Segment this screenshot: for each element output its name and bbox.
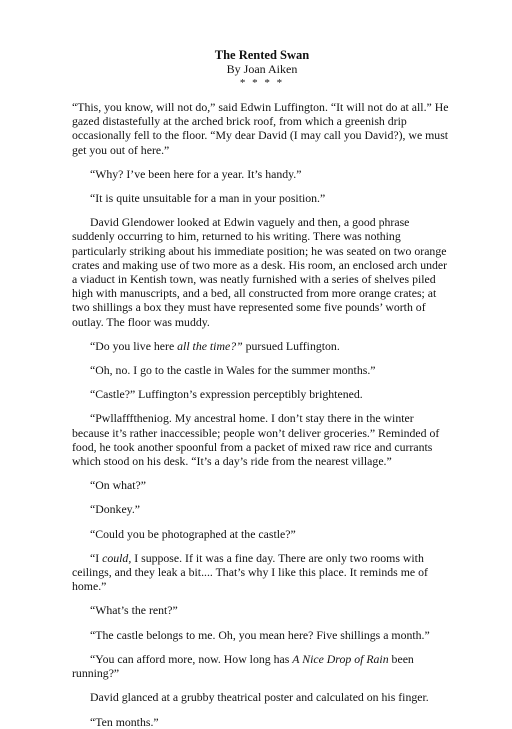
paragraph-p14	[72, 628, 452, 642]
paragraph-p10	[72, 502, 452, 516]
story-body	[72, 100, 452, 729]
paragraph-p11	[72, 527, 452, 541]
italic-text-segment: could,	[102, 550, 132, 565]
text-segment: “The castle belongs to me. Oh, you mean here? Five shillings a month.”	[90, 627, 430, 642]
text-segment: “I	[90, 550, 103, 565]
text-segment: “You can afford more, now. How long has	[90, 651, 293, 666]
story-author: By Joan Aiken	[226, 62, 298, 76]
text-segment: I suppose. If it was a fine day. There are only two rooms with ceilings, and they leak a bit.... That’s why I like this place. It reminds me of home.”	[72, 550, 428, 594]
paragraph-p12	[72, 551, 452, 594]
story-header	[72, 48, 452, 90]
text-segment: “This, you know, will not do,” said Edwin Luffington. “It will not do at all.” He gazed distastefully at the arched brick roof, from which a greenish drip occasionally fell to the floor. “My dear David (I may call you David?), we must get you out of here.”	[72, 100, 449, 157]
italic-text-segment: all the time?”	[177, 338, 243, 353]
paragraph-p1	[72, 100, 452, 157]
text-segment: “It is quite unsuitable for a man in your position.”	[90, 191, 326, 206]
text-segment: “Ten months.”	[90, 714, 159, 729]
paragraph-p2	[72, 167, 452, 181]
text-segment: “What’s the rent?”	[90, 603, 178, 618]
section-separator: * * * *	[239, 77, 285, 89]
paragraph-p13	[72, 603, 452, 617]
text-segment: “Do you live here	[90, 338, 178, 353]
paragraph-p5	[72, 339, 452, 353]
text-segment: pursued Luffington.	[242, 338, 340, 353]
text-segment: “Castle?” Luffington’s expression perceptibly brightened.	[90, 387, 363, 402]
text-segment: “Why? I’ve been here for a year. It’s handy.”	[90, 166, 302, 181]
italic-text-segment: A Nice Drop of Rain	[292, 651, 389, 666]
paragraph-p8	[72, 411, 452, 468]
text-segment: “Pwllaffftheniog. My ancestral home. I don’t stay there in the winter because it’s rather inaccessible; people won’t deliver groceries.” Reminded of food, he took another spoonful from a packet of mixed raw rice and currants which stood on his desk. “It’s a day’s ride from the nearest village.”	[72, 411, 440, 469]
paragraph-p6	[72, 363, 452, 377]
text-segment: “Oh, no. I go to the castle in Wales for the summer months.”	[90, 363, 376, 378]
paragraph-p9	[72, 478, 452, 492]
text-segment: David glanced at a grubby theatrical poster and calculated on his finger.	[90, 690, 429, 705]
paragraph-p7	[72, 387, 452, 401]
story-title: The Rented Swan	[214, 48, 310, 62]
text-segment: “Could you be photographed at the castle?”	[90, 526, 296, 541]
paragraph-p16	[72, 690, 452, 704]
paragraph-p3	[72, 191, 452, 205]
paragraph-p4	[72, 215, 452, 329]
text-segment: “On what?”	[90, 478, 147, 493]
text-segment: David Glendower looked at Edwin vaguely and then, a good phrase suddenly occurring to him, returned to his writing. There was nothing particularly striking about his immediate position; he was seated on two orange crates and making use of two more as a desk. His room, an enclosed arch under a viaduct in Kentish town, was neatly furnished with a series of shelves piled high with manuscripts, and a bed, all constructed from more orange crates; at two shillings a box they must have represented some five pounds’ worth of outlay. The floor was muddy.	[72, 215, 448, 329]
paragraph-p15	[72, 652, 452, 680]
text-segment: been running?”	[72, 651, 414, 681]
paragraph-p17	[72, 715, 452, 729]
text-segment: “Donkey.”	[90, 502, 141, 517]
